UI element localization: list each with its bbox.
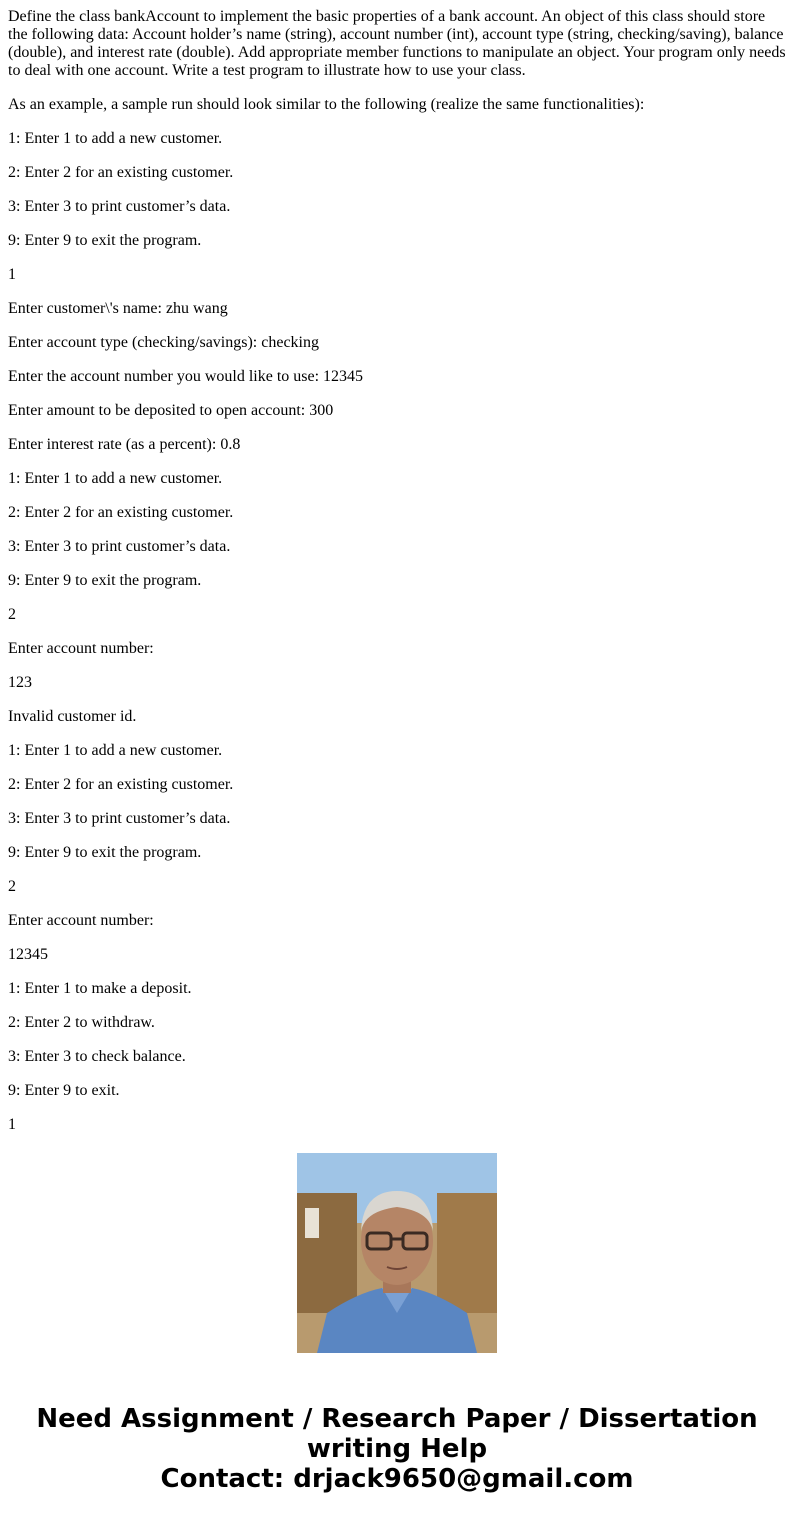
example-note: As an example, a sample run should look similar to the following (realize the same functionalities): — [8, 96, 645, 113]
sample-run-line: Enter account type (checking/savings): checking — [8, 334, 319, 351]
sample-run-line: 12345 — [8, 946, 48, 963]
promo-contact: Contact: drjack9650@gmail.com — [160, 1464, 634, 1494]
promo-banner — [0, 1404, 794, 1494]
sample-run-line: 9: Enter 9 to exit the program. — [8, 572, 202, 589]
sample-run-line: 9: Enter 9 to exit. — [8, 1082, 120, 1099]
promo-line-2: writing Help — [306, 1434, 488, 1464]
sample-run-line: 2 — [8, 878, 16, 895]
sample-run-line: 1: Enter 1 to add a new customer. — [8, 742, 223, 759]
sample-run-line: 2: Enter 2 for an existing customer. — [8, 504, 234, 521]
sample-run-line: 9: Enter 9 to exit the program. — [8, 844, 202, 861]
avatar — [297, 1153, 497, 1353]
person-portrait-icon — [297, 1153, 497, 1353]
sample-run-line: 9: Enter 9 to exit the program. — [8, 232, 202, 249]
sample-run-output — [8, 130, 788, 1134]
sample-run-line: 3: Enter 3 to check balance. — [8, 1048, 186, 1065]
sample-run-line: Enter account number: — [8, 640, 154, 657]
sample-run-line: 1: Enter 1 to make a deposit. — [8, 980, 192, 997]
sample-run-line: 2: Enter 2 for an existing customer. — [8, 776, 234, 793]
sample-run-line: 1: Enter 1 to add a new customer. — [8, 470, 223, 487]
intro-paragraph: Define the class bankAccount to implement the basic properties of a bank account. An object of this class should store the following data: Account holder’s name (string), account number (int), account type (string, checking/saving), balance (double), and interest rate (double). Add appropriate member functions to manipulate an object. Your program only needs to deal with one account. Write a test program to illustrate how to use your class. — [8, 8, 786, 79]
sample-run-line: 1 — [8, 1116, 16, 1133]
sample-run-line: Enter customer\'s name: zhu wang — [8, 300, 228, 317]
sample-run-line: Enter interest rate (as a percent): 0.8 — [8, 436, 241, 453]
sample-run-line: 123 — [8, 674, 32, 691]
sample-run-line: 1: Enter 1 to add a new customer. — [8, 130, 223, 147]
document-body — [8, 8, 788, 1133]
sample-run-line: Enter account number: — [8, 912, 154, 929]
sample-run-line: 3: Enter 3 to print customer’s data. — [8, 538, 231, 555]
promo-line-1: Need Assignment / Research Paper / Dissertation — [36, 1404, 758, 1434]
sample-run-line: 1 — [8, 266, 16, 283]
sample-run-line: Enter amount to be deposited to open account: 300 — [8, 402, 334, 419]
sample-run-line: 2: Enter 2 to withdraw. — [8, 1014, 155, 1031]
sample-run-line: 2: Enter 2 for an existing customer. — [8, 164, 234, 181]
sample-run-line: 3: Enter 3 to print customer’s data. — [8, 810, 231, 827]
sample-run-line: 2 — [8, 606, 16, 623]
sample-run-line: Invalid customer id. — [8, 708, 137, 725]
sample-run-line: Enter the account number you would like to use: 12345 — [8, 368, 364, 385]
sample-run-line: 3: Enter 3 to print customer’s data. — [8, 198, 231, 215]
